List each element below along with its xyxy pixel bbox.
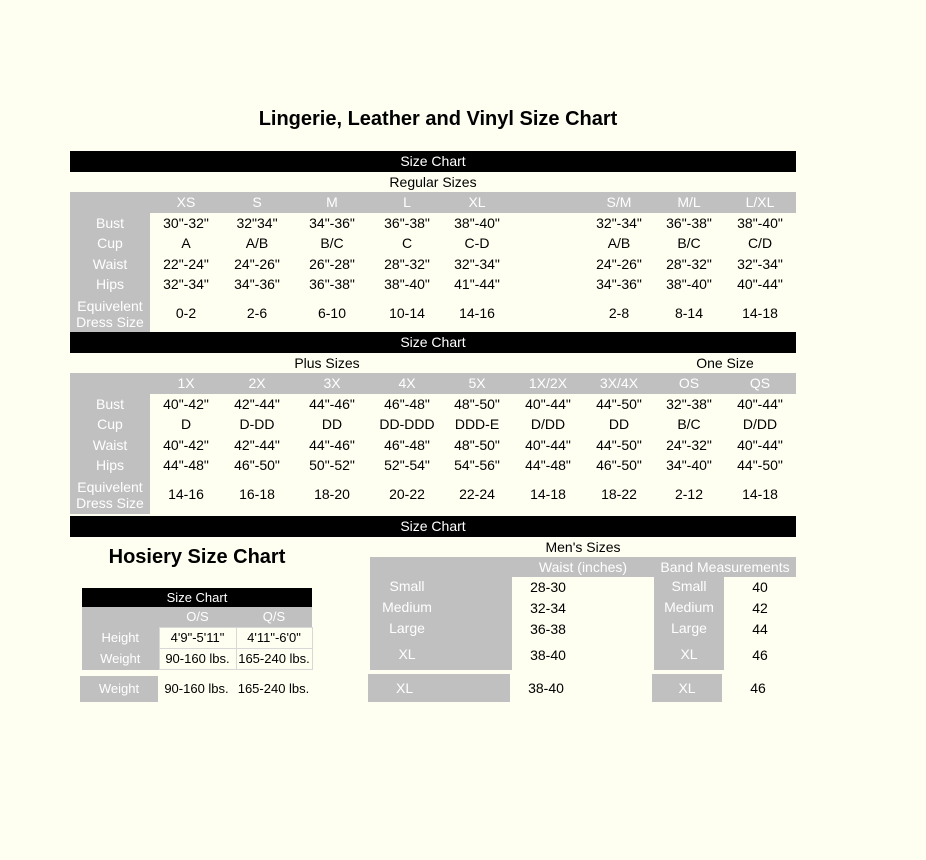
cell: B/C [677, 416, 701, 432]
cell: 44"-50" [596, 395, 642, 412]
cell: D [180, 416, 192, 432]
row-label-equivalent [70, 295, 150, 333]
size-chart-bar-plus: Size Chart [70, 332, 796, 353]
cell: 28"-32" [666, 255, 712, 272]
cell: 32"-38" [666, 395, 712, 412]
cell: 14-18 [742, 305, 778, 322]
cell: 44"-50" [737, 457, 783, 473]
size-header: S [222, 192, 292, 213]
table-row [82, 649, 312, 670]
table-row [70, 476, 796, 514]
size-header: 3X [292, 373, 372, 394]
size-chart-bar-regular: Size Chart [70, 151, 796, 172]
size-header: QS [724, 373, 796, 394]
cell: 38"-40" [454, 214, 500, 231]
cell: 40"-42" [163, 436, 209, 453]
cell: D-DD [239, 416, 275, 432]
cell: 46"-48" [384, 395, 430, 412]
cell [512, 233, 584, 254]
cell: 46"-48" [384, 436, 430, 453]
mens-size-label: XL [398, 646, 416, 662]
cell: C [401, 235, 413, 251]
cell: 34"-36" [234, 276, 280, 292]
cell: D/DD [742, 416, 778, 432]
row-label: Weight [80, 676, 158, 702]
eq-label-line1: Equivelent [77, 478, 143, 495]
cell: 36"-38" [309, 276, 355, 292]
size-header: S/M [584, 192, 654, 213]
table-row [70, 394, 796, 415]
cell: 28"-32" [384, 255, 430, 272]
hosiery-size-chart-bar: Size Chart [82, 588, 312, 607]
cell: B/C [320, 235, 344, 251]
hosiery-table [82, 607, 313, 670]
row-label: Height [82, 628, 159, 649]
cell: 14-18 [530, 486, 566, 503]
cell: 14-18 [742, 486, 778, 503]
mens-waist-value: 38-40 [530, 647, 566, 663]
cell: 52"-54" [384, 457, 430, 473]
size-chart-bar-bottom: Size Chart [70, 516, 796, 537]
size-header [512, 192, 584, 213]
mens-size-label: Large [389, 620, 425, 636]
table-row [70, 435, 796, 456]
mens-extra-size-label [368, 674, 510, 702]
cell: 0-2 [175, 305, 197, 322]
cell: 32"-34" [163, 276, 209, 292]
cell: DD [321, 416, 343, 432]
cell: 10-14 [389, 305, 425, 322]
plus-size-table [70, 373, 796, 514]
page-title: Lingerie, Leather and Vinyl Size Chart [258, 108, 618, 130]
band-size-label: Large [671, 620, 707, 636]
mens-size-label: Medium [382, 599, 432, 615]
mens-extra-size-text: XL [396, 680, 414, 696]
cell: 44"-48" [163, 457, 209, 473]
mens-waist-value: 32-34 [530, 600, 566, 616]
size-header: XS [150, 192, 222, 213]
mens-header-corner [370, 557, 512, 577]
header-corner [70, 373, 150, 394]
band-extra-size-label: XL [652, 674, 722, 702]
row-label: Bust [70, 213, 150, 234]
cell: 54"-56" [454, 457, 500, 473]
mens-waist-value: 36-38 [530, 621, 566, 637]
cell: 44"-46" [309, 436, 355, 453]
header-corner [82, 607, 159, 628]
cell: A/B [607, 235, 631, 251]
cell: 41"-44" [454, 276, 500, 292]
cell: 38"-40" [384, 276, 430, 292]
band-header: Band Measurements [654, 557, 796, 577]
size-header: 1X [150, 373, 222, 394]
cell: 44"-50" [596, 436, 642, 453]
cell: 34"-40" [666, 457, 712, 473]
cell: 38"-40" [737, 214, 783, 231]
table-row [70, 414, 796, 435]
cell: 34"-36" [596, 276, 642, 292]
size-header: 4X [372, 373, 442, 394]
row-label: Hips [70, 274, 150, 295]
row-label: Waist [70, 254, 150, 275]
header-corner [70, 192, 150, 213]
cell: A [181, 235, 191, 251]
cell: 32"34" [236, 214, 278, 231]
band-size-label: Medium [664, 599, 714, 615]
row-label: Cup [70, 233, 150, 254]
size-header: 5X [442, 373, 512, 394]
row-label: Weight [82, 649, 159, 670]
cell: 42"-44" [234, 436, 280, 453]
cell: 36"-38" [666, 214, 712, 231]
cell: 46"-50" [234, 457, 280, 473]
cell: 44"-46" [309, 395, 355, 412]
plus-header-row [70, 373, 796, 394]
band-size-label: XL [680, 646, 698, 662]
cell [512, 295, 584, 333]
cell: 40"-44" [525, 395, 571, 412]
cell: 40"-42" [163, 395, 209, 412]
mens-size-label: Small [389, 578, 425, 594]
table-row [70, 213, 796, 234]
cell: 40"-44" [737, 395, 783, 412]
cell [512, 254, 584, 275]
table-row [80, 676, 312, 702]
band-value: 40 [752, 579, 768, 595]
row-label-equivalent [70, 476, 150, 514]
cell: 26"-28" [309, 255, 355, 272]
waist-header: Waist (inches) [512, 557, 654, 577]
cell: DD-DDD [379, 416, 435, 432]
size-header: XL [442, 192, 512, 213]
cell: 48"-50" [454, 395, 500, 412]
table-row [70, 455, 796, 476]
cell: 36"-38" [384, 214, 430, 231]
hosiery-title: Hosiery Size Chart [108, 546, 286, 568]
cell: 6-10 [317, 305, 347, 322]
cell: 32"-34" [737, 255, 783, 272]
cell: 4'9"-5'11" [159, 628, 236, 649]
band-value: 42 [752, 600, 768, 616]
mens-waist-value: 28-30 [530, 579, 566, 595]
size-header: L/XL [724, 192, 796, 213]
cell: 40"-44" [737, 436, 783, 453]
band-extra-value: 46 [750, 680, 766, 696]
size-header: M [292, 192, 372, 213]
regular-sizes-heading: Regular Sizes [389, 174, 477, 190]
size-header: 3X/4X [584, 373, 654, 394]
cell: 32"-34" [454, 255, 500, 272]
cell: 24"-26" [596, 255, 642, 272]
cell: 44"-48" [525, 457, 571, 473]
mens-sizes-heading: Men's Sizes [545, 539, 621, 555]
cell: 24"-26" [234, 255, 280, 272]
size-header: 2X [222, 373, 292, 394]
cell: 46"-50" [596, 457, 642, 473]
cell: 90-160 lbs. [164, 681, 229, 696]
cell: 16-18 [239, 486, 275, 503]
cell: 14-16 [168, 486, 204, 503]
cell: C/D [747, 235, 773, 251]
cell: 34"-36" [309, 214, 355, 231]
eq-label-line1: Equivelent [77, 297, 143, 314]
cell: 50"-52" [309, 457, 355, 473]
size-header: O/S [159, 607, 236, 628]
cell: 20-22 [389, 486, 425, 503]
plus-sizes-heading: Plus Sizes [294, 355, 360, 371]
size-header: 1X/2X [512, 373, 584, 394]
cell: A/B [245, 235, 269, 251]
size-header: M/L [654, 192, 724, 213]
cell: 14-16 [459, 305, 495, 322]
band-value: 46 [752, 647, 768, 663]
table-row [70, 274, 796, 295]
cell: 42"-44" [234, 395, 280, 412]
cell: 8-14 [674, 305, 704, 322]
cell: 38"-40" [666, 276, 712, 292]
table-row [82, 628, 312, 649]
cell: DD [608, 416, 630, 432]
mens-extra-waist: 38-40 [528, 680, 564, 696]
cell: 40"-44" [737, 276, 783, 292]
regular-size-table [70, 192, 796, 333]
cell: 165-240 lbs. [237, 681, 310, 696]
cell: 22"-24" [163, 255, 209, 272]
cell: 2-8 [608, 305, 630, 322]
cell [512, 274, 584, 295]
cell: 22-24 [459, 486, 495, 503]
cell: 48"-50" [454, 436, 500, 453]
eq-label-line2: Dress Size [76, 313, 144, 330]
cell: 165-240 lbs. [236, 649, 312, 670]
row-label: Cup [70, 414, 150, 435]
row-label: Bust [70, 394, 150, 415]
table-row [70, 233, 796, 254]
cell: D/DD [530, 416, 566, 432]
cell: DDD-E [454, 416, 500, 432]
cell: 18-22 [601, 486, 637, 503]
cell: 18-20 [314, 486, 350, 503]
regular-header-row [70, 192, 796, 213]
table-row [70, 295, 796, 333]
band-size-label: Small [671, 578, 707, 594]
row-label: Hips [70, 455, 150, 476]
hosiery-table-duplicate-row [80, 676, 312, 702]
cell: B/C [677, 235, 701, 251]
size-header: Q/S [236, 607, 312, 628]
cell: 4'11"-6'0" [236, 628, 312, 649]
band-value: 44 [752, 621, 768, 637]
size-header: L [372, 192, 442, 213]
cell: 24"-32" [666, 436, 712, 453]
hosiery-header-row [82, 607, 312, 628]
cell: 90-160 lbs. [159, 649, 236, 670]
cell [512, 213, 584, 234]
cell: 2-6 [246, 305, 268, 322]
cell: 2-12 [674, 486, 704, 503]
one-size-heading: One Size [696, 355, 754, 371]
eq-label-line2: Dress Size [76, 494, 144, 511]
cell: 40"-44" [525, 436, 571, 453]
table-row [70, 254, 796, 275]
cell: 32"-34" [596, 214, 642, 231]
row-label: Waist [70, 435, 150, 456]
cell: 30"-32" [163, 214, 209, 231]
size-header: OS [654, 373, 724, 394]
cell: C-D [464, 235, 490, 251]
